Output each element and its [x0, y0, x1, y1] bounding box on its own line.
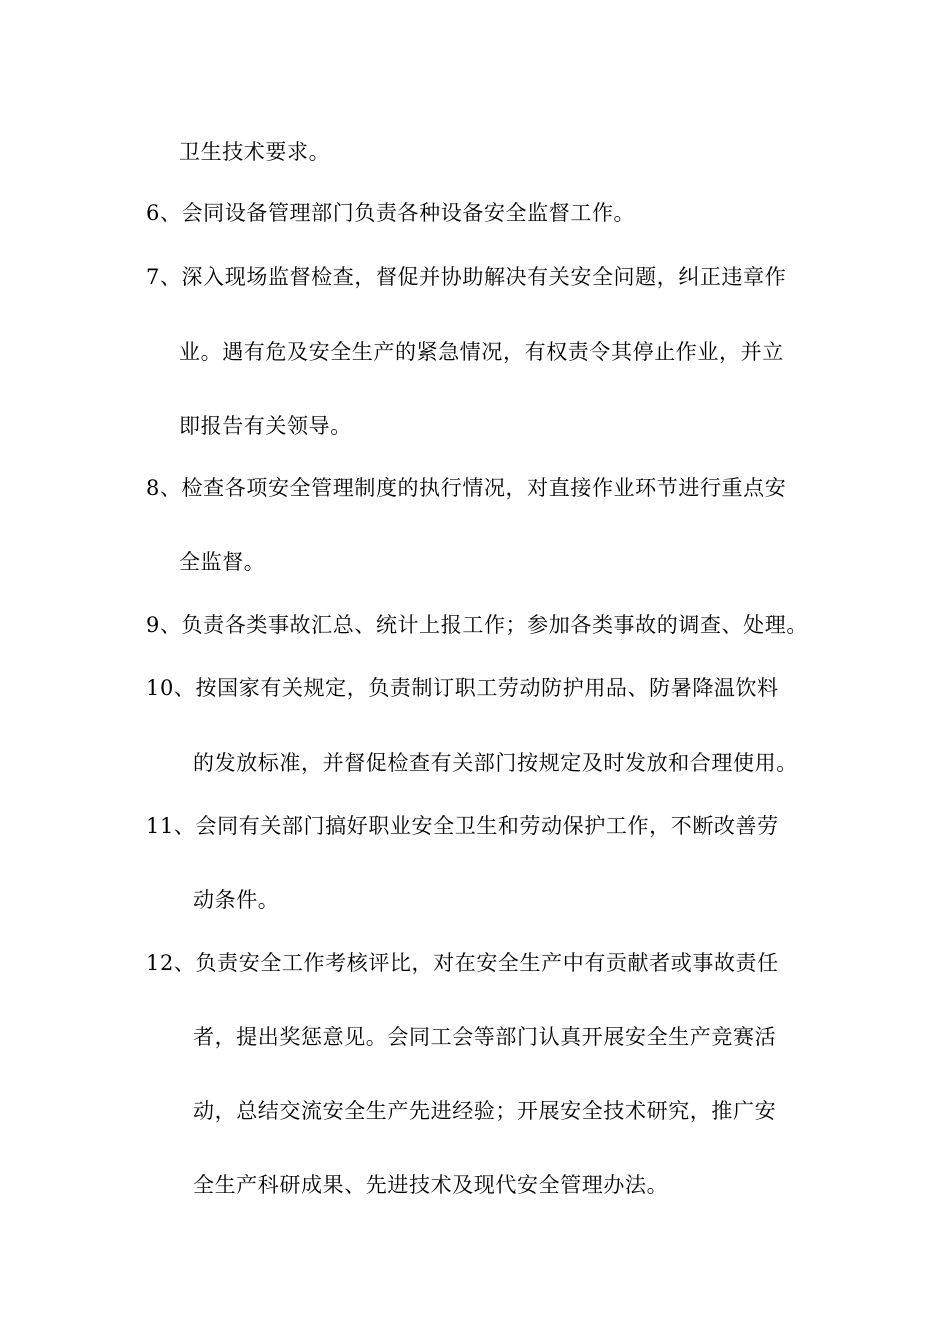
text-line: 全监督。 — [179, 550, 266, 574]
text-line: 者，提出奖惩意见。会同工会等部门认真开展安全生产竞赛活 — [193, 1025, 777, 1049]
list-item-6: 6、会同设备管理部门负责各种设备安全监督工作。 — [146, 201, 636, 225]
text-line: 全生产科研成果、先进技术及现代安全管理办法。 — [193, 1173, 669, 1197]
text-line: 即报告有关领导。 — [179, 414, 352, 438]
list-item-10: 10、按国家有关规定，负责制订职工劳动防护用品、防暑降温饮料 — [146, 676, 779, 700]
text-line: 的发放标准，并督促检查有关部门按规定及时发放和合理使用。 — [193, 751, 798, 775]
list-item-7: 7、深入现场监督检查，督促并协助解决有关安全问题，纠正违章作 — [146, 265, 787, 289]
text-line: 业。遇有危及安全生产的紧急情况，有权责令其停止作业，并立 — [179, 340, 784, 364]
list-item-8: 8、检查各项安全管理制度的执行情况，对直接作业环节进行重点安 — [146, 476, 787, 500]
text-line: 动，总结交流安全生产先进经验；开展安全技术研究，推广安 — [193, 1099, 777, 1123]
text-line: 动条件。 — [193, 888, 280, 912]
text-line: 卫生技术要求。 — [179, 140, 331, 164]
list-item-12: 12、负责安全工作考核评比，对在安全生产中有贡献者或事故责任 — [146, 951, 779, 975]
list-item-11: 11、会同有关部门搞好职业安全卫生和劳动保护工作，不断改善劳 — [146, 814, 779, 838]
list-item-9: 9、负责各类事故汇总、统计上报工作；参加各类事故的调查、处理。 — [146, 613, 808, 637]
